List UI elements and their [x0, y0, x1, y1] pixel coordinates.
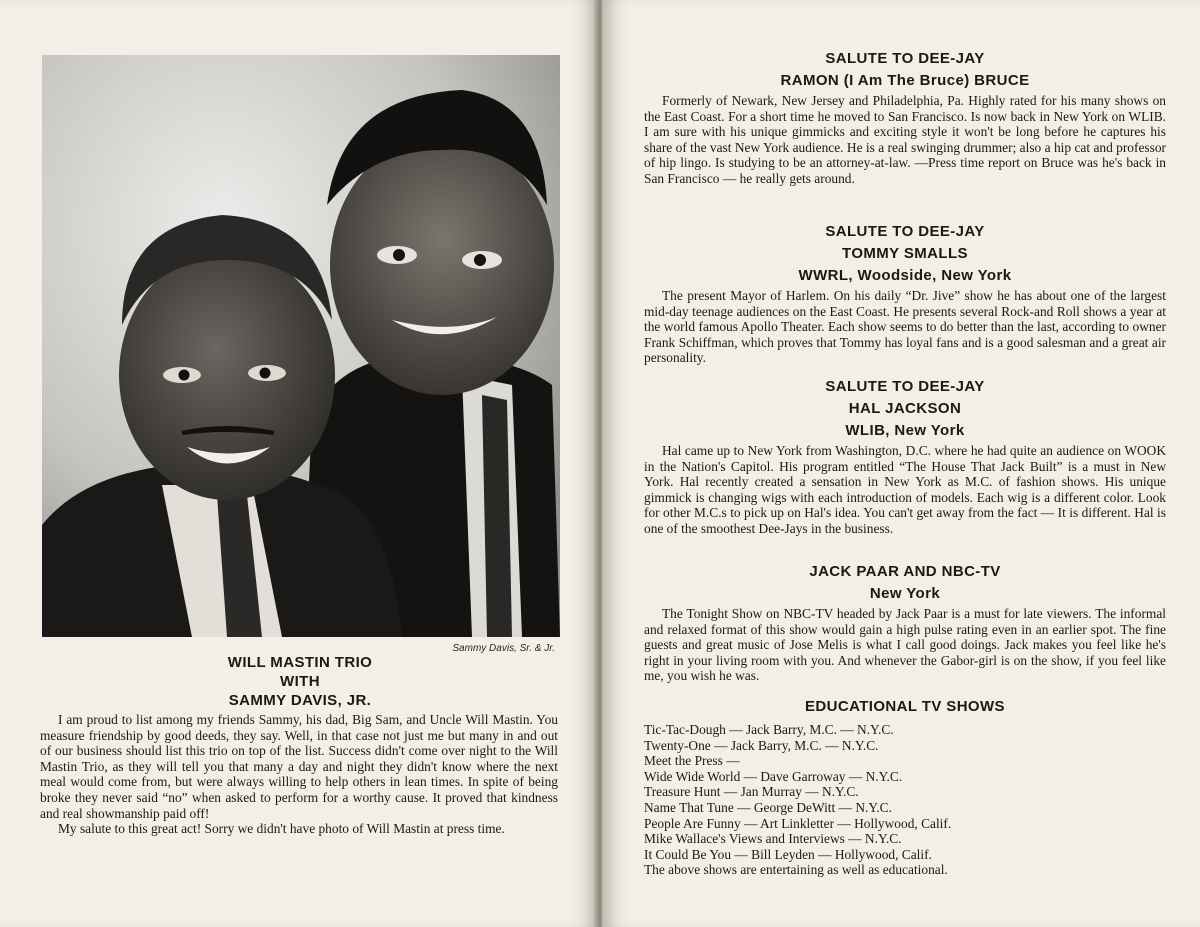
- heading-line: RAMON (I Am The Bruce) BRUCE: [780, 72, 1030, 89]
- list-item: Name That Tune — George DeWitt — N.Y.C.: [644, 799, 892, 815]
- list-item: Meet the Press —: [644, 753, 740, 769]
- section-body: Hal came up to New York from Washington, D.C. where he had quite an audience on WOOK in the Nation's Capitol. His program entitled “The House That Jack Built” is a must in New York. Hal recently created a sensation in New York as M.C. of fashion shows. His unique gimmick is changing wigs with each introduction of models. Each wig is a different color. Look for other M.C.s to pick up on Hal's idea. You can't get away from the fact — It is different. Hal is one of the smoothest Dee-Jays in the business.: [644, 443, 1166, 536]
- left-page: [0, 0, 598, 927]
- portrait-photo: [42, 55, 560, 637]
- list-item: People Are Funny — Art Linkletter — Hollywood, Calif.: [644, 815, 952, 831]
- heading-line: SALUTE TO DEE-JAY: [825, 223, 985, 240]
- left-article-heading: [40, 653, 560, 710]
- section-ramon-bruce: [644, 49, 1166, 187]
- heading-line: SAMMY DAVIS, JR.: [228, 692, 372, 709]
- shows-list: [644, 722, 1166, 862]
- list-item: Wide Wide World — Dave Garroway — N.Y.C.: [644, 768, 903, 784]
- section-hal-jackson: [644, 377, 1166, 537]
- section-body: Formerly of Newark, New Jersey and Philadelphia, Pa. Highly rated for his many shows on the East Coast. For a short time he moved to San Francisco. Is now back in New York on WLIB. I am sure with his unique gimmicks and exciting style it won't be long before he captures his share of the vast New York audience. He is a real swinging drummer; also a hip cat and professor of hip lingo. Is studying to be an attorney-at-law. —Press time report on Bruce was he's back in San Francisco — he really gets around.: [644, 93, 1166, 186]
- heading-line: TOMMY SMALLS: [842, 245, 968, 262]
- heading-line: New York: [869, 585, 941, 602]
- shows-footer: The above shows are entertaining as well as educational.: [644, 862, 948, 878]
- heading-line: WLIB, New York: [845, 422, 965, 439]
- heading-line: JACK PAAR AND NBC-TV: [809, 563, 1001, 580]
- photo-caption: Sammy Davis, Sr. & Jr.: [452, 643, 555, 654]
- section-educational-tv: [644, 697, 1166, 878]
- heading-line: WILL MASTIN TRIO: [227, 654, 373, 671]
- list-item: Treasure Hunt — Jan Murray — N.Y.C.: [644, 784, 859, 800]
- section-body: The Tonight Show on NBC-TV headed by Jack Paar is a must for late viewers. The informal and relaxed format of this show would gain a high pulse rating even in an earlier spot. The fine guests and great music of Jose Melis is what I call good doings. Jack makes you feel like he's right in your living room with you. And whenever the Gabor-girl is on the show, if you feel like me, you wish he was.: [644, 606, 1166, 684]
- heading-line: HAL JACKSON: [848, 400, 962, 417]
- heading-line: SALUTE TO DEE-JAY: [825, 378, 985, 395]
- heading-line: SALUTE TO DEE-JAY: [825, 50, 985, 67]
- section-body: The present Mayor of Harlem. On his daily “Dr. Jive” show he has about one of the largest mid-day teenage audiences on the East Coast. He presents several Rock-and Roll shows a year at the world famous Apollo Theater. Each show seems to do better than the last, according to owner Frank Schiffman, which proves that Tommy has loyal fans and is a good salesman and a great air personality.: [644, 288, 1166, 366]
- list-item: Mike Wallace's Views and Interviews — N.Y.C.: [644, 831, 902, 847]
- heading-line: WITH: [280, 673, 320, 690]
- list-item: It Could Be You — Bill Leyden — Hollywood, Calif.: [644, 846, 932, 862]
- left-article-body: [40, 712, 558, 837]
- heading-line: WWRL, Woodside, New York: [798, 267, 1012, 284]
- paragraph: I am proud to list among my friends Sammy, his dad, Big Sam, and Uncle Will Mastin. You measure friendship by good deeds, they say. Well, in that case not just me but many in and out of our business should list this trio on top of the list. Success didn't come over night to the Will Mastin Trio, as they will tell you that many a day and night they didn't know where the next meal would come from, but were always willing to help others in lean times. In spite of being broke they never said “no” when asked to perform for a worthy cause. It proved that kindness and real showmanship paid off!: [40, 712, 558, 821]
- portrait-illustration: [42, 55, 560, 637]
- educational-heading: EDUCATIONAL TV SHOWS: [805, 698, 1005, 715]
- paragraph: My salute to this great act! Sorry we didn't have photo of Will Mastin at press time.: [58, 821, 505, 837]
- section-tommy-smalls: [644, 222, 1166, 366]
- list-item: Twenty-One — Jack Barry, M.C. — N.Y.C.: [644, 737, 879, 753]
- list-item: Tic-Tac-Dough — Jack Barry, M.C. — N.Y.C.: [644, 722, 894, 737]
- section-jack-paar: [644, 562, 1166, 684]
